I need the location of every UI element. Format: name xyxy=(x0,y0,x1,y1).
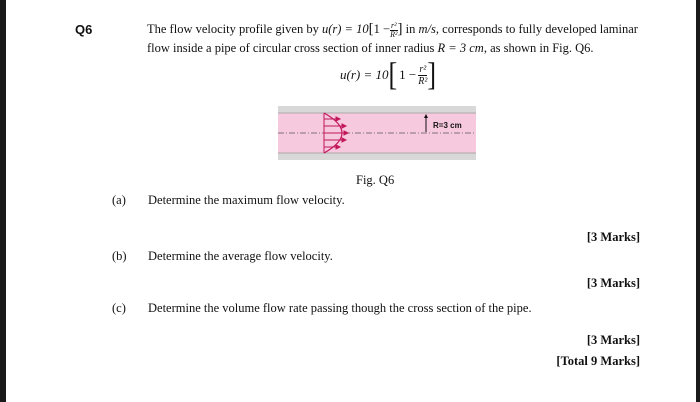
display-eq-one-minus: 1 − xyxy=(399,67,417,82)
intro-radius: R = 3 cm xyxy=(437,41,484,55)
part-b-text: Determine the average flow velocity. xyxy=(148,249,333,263)
bottom-pipe-wall xyxy=(278,153,476,160)
part-a-letter: (a) xyxy=(112,193,126,207)
intro-text-2: in xyxy=(402,22,419,36)
intro-text-4: , as shown in Fig. Q6. xyxy=(483,41,594,55)
display-eq-num: r² xyxy=(419,63,427,75)
right-bracket: ] xyxy=(427,56,437,93)
intro-eq-fraction xyxy=(390,22,398,39)
display-eq-fraction xyxy=(418,64,427,87)
left-edge-bar xyxy=(0,0,6,402)
intro-eq-lhs: u(r) = 10 xyxy=(321,22,369,36)
intro-eq-one-minus: 1 − xyxy=(373,22,391,36)
intro-eq-num: r² xyxy=(391,20,397,30)
intro-text-3: , corresponds to fully developed laminar flow inside a pipe of circular cross section of inner radius xyxy=(147,22,638,55)
pipe-diagram xyxy=(278,104,478,164)
part-c-letter: (c) xyxy=(112,301,126,315)
part-a-text: Determine the maximum flow velocity. xyxy=(148,193,345,207)
part-c-text: Determine the volume flow rate passing though the cross section of the pipe. xyxy=(148,301,532,315)
figure-caption: Fig. Q6 xyxy=(356,173,395,187)
part-c-marks: [3 Marks] xyxy=(586,333,640,347)
display-eq-den: R² xyxy=(418,75,428,87)
display-equation xyxy=(340,56,437,93)
total-marks: [Total 9 Marks] xyxy=(556,354,640,368)
part-b-marks: [3 Marks] xyxy=(586,276,640,290)
right-edge-bar xyxy=(696,0,700,402)
radius-label: R=3 cm xyxy=(433,121,462,130)
intro-units: m/s xyxy=(418,22,436,36)
left-bracket: [ xyxy=(388,56,398,93)
top-pipe-wall xyxy=(278,106,476,113)
question-intro xyxy=(147,20,657,58)
part-b-letter: (b) xyxy=(112,249,127,263)
display-eq-lhs: u(r) = 10 xyxy=(340,67,389,82)
intro-inline-equation: u(r) = 10[1 − $\frac{\text{r²}}{\text{R²}}$ ] xyxy=(321,20,403,39)
intro-text-1: The flow velocity profile given by xyxy=(147,22,322,36)
part-a-marks: [3 Marks] xyxy=(586,230,640,244)
intro-eq-den: R² xyxy=(390,29,398,39)
pipe-figure xyxy=(278,104,478,169)
question-number: Q6 xyxy=(75,22,93,37)
